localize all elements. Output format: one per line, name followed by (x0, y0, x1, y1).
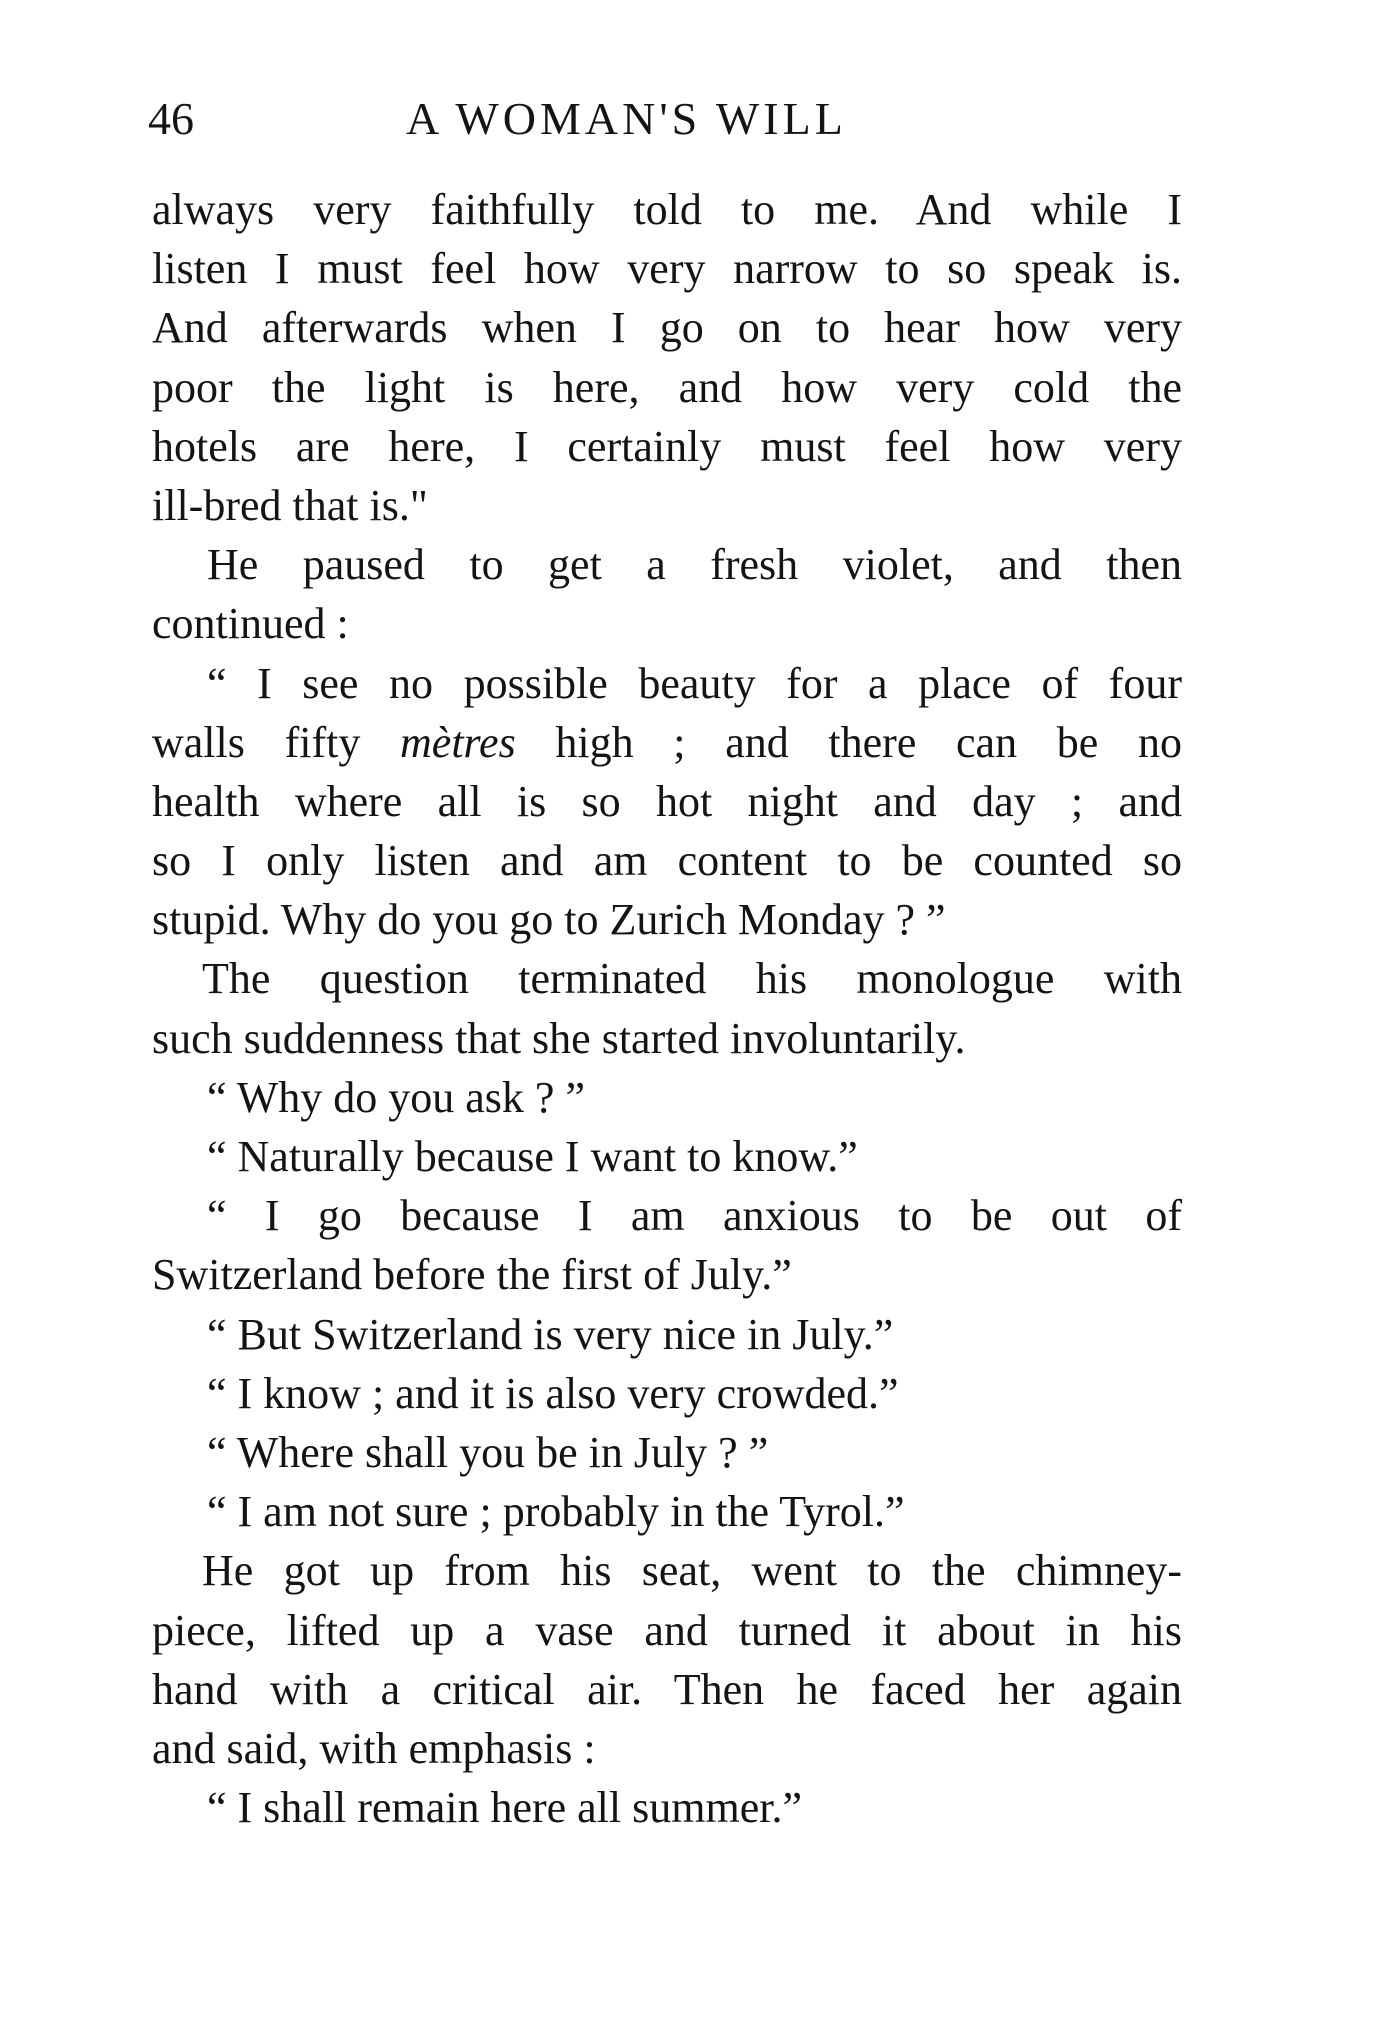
page-header (148, 84, 1182, 154)
text-line-09: “ I see no possible beauty for a place of four (207, 658, 1182, 708)
text-line-06: ill-bred that is." (152, 480, 428, 530)
text-line-10 (152, 713, 1182, 772)
text-line-20: “ But Switzerland is very nice in July.” (207, 1309, 894, 1359)
text-line-21: “ I know ; and it is also very crowded.” (207, 1368, 899, 1418)
text-line-28: “ I shall remain here all summer.” (207, 1783, 802, 1833)
body-text (152, 180, 1182, 1837)
text-line-02: listen I must feel how very narrow to so speak is. (152, 244, 1182, 294)
text-line-08: continued : (152, 599, 349, 649)
text-line-26: hand with a critical air. Then he faced her again (152, 1664, 1182, 1714)
text-line-25: piece, lifted up a vase and turned it about in his (152, 1605, 1182, 1655)
text-line-07: He paused to get a fresh violet, and then (207, 540, 1182, 590)
text-line-01: always very faithfully told to me. And while I (152, 185, 1182, 234)
running-title: A WOMAN'S WILL (406, 93, 847, 144)
text-line-17: “ Naturally because I want to know.” (207, 1132, 858, 1181)
italic-word-metres: mètres (400, 717, 516, 767)
text-line-16: “ Why do you ask ? ” (207, 1072, 585, 1122)
text-line-03: And afterwards when I go on to hear how very (152, 303, 1182, 353)
text-line-14: The question terminated his monologue with (202, 954, 1182, 1004)
text-line-13: stupid. Why do you go to Zurich Monday ? ” (152, 895, 946, 945)
text-line-11: health where all is so hot night and day ; and (152, 776, 1182, 826)
text-line-04: poor the light is here, and how very cold the (152, 362, 1182, 412)
text-line-27: and said, with emphasis : (152, 1723, 596, 1773)
text-line-10-part-1: walls fifty (152, 717, 401, 767)
text-line-18: “ I go because I am anxious to be out of (207, 1191, 1182, 1241)
text-line-19: Switzerland before the first of July.” (152, 1250, 792, 1300)
text-line-10-part-2: high ; and there can be no (515, 717, 1182, 767)
text-line-23: “ I am not sure ; probably in the Tyrol.” (207, 1487, 905, 1537)
text-line-12: so I only listen and am content to be counted so (152, 836, 1182, 886)
text-line-22: “ Where shall you be in July ? ” (207, 1427, 769, 1477)
page-number: 46 (148, 93, 194, 144)
text-line-15: such suddenness that she started involuntarily. (152, 1013, 966, 1063)
text-line-05: hotels are here, I certainly must feel how very (152, 421, 1182, 471)
text-line-24: He got up from his seat, went to the chimney- (202, 1546, 1182, 1596)
